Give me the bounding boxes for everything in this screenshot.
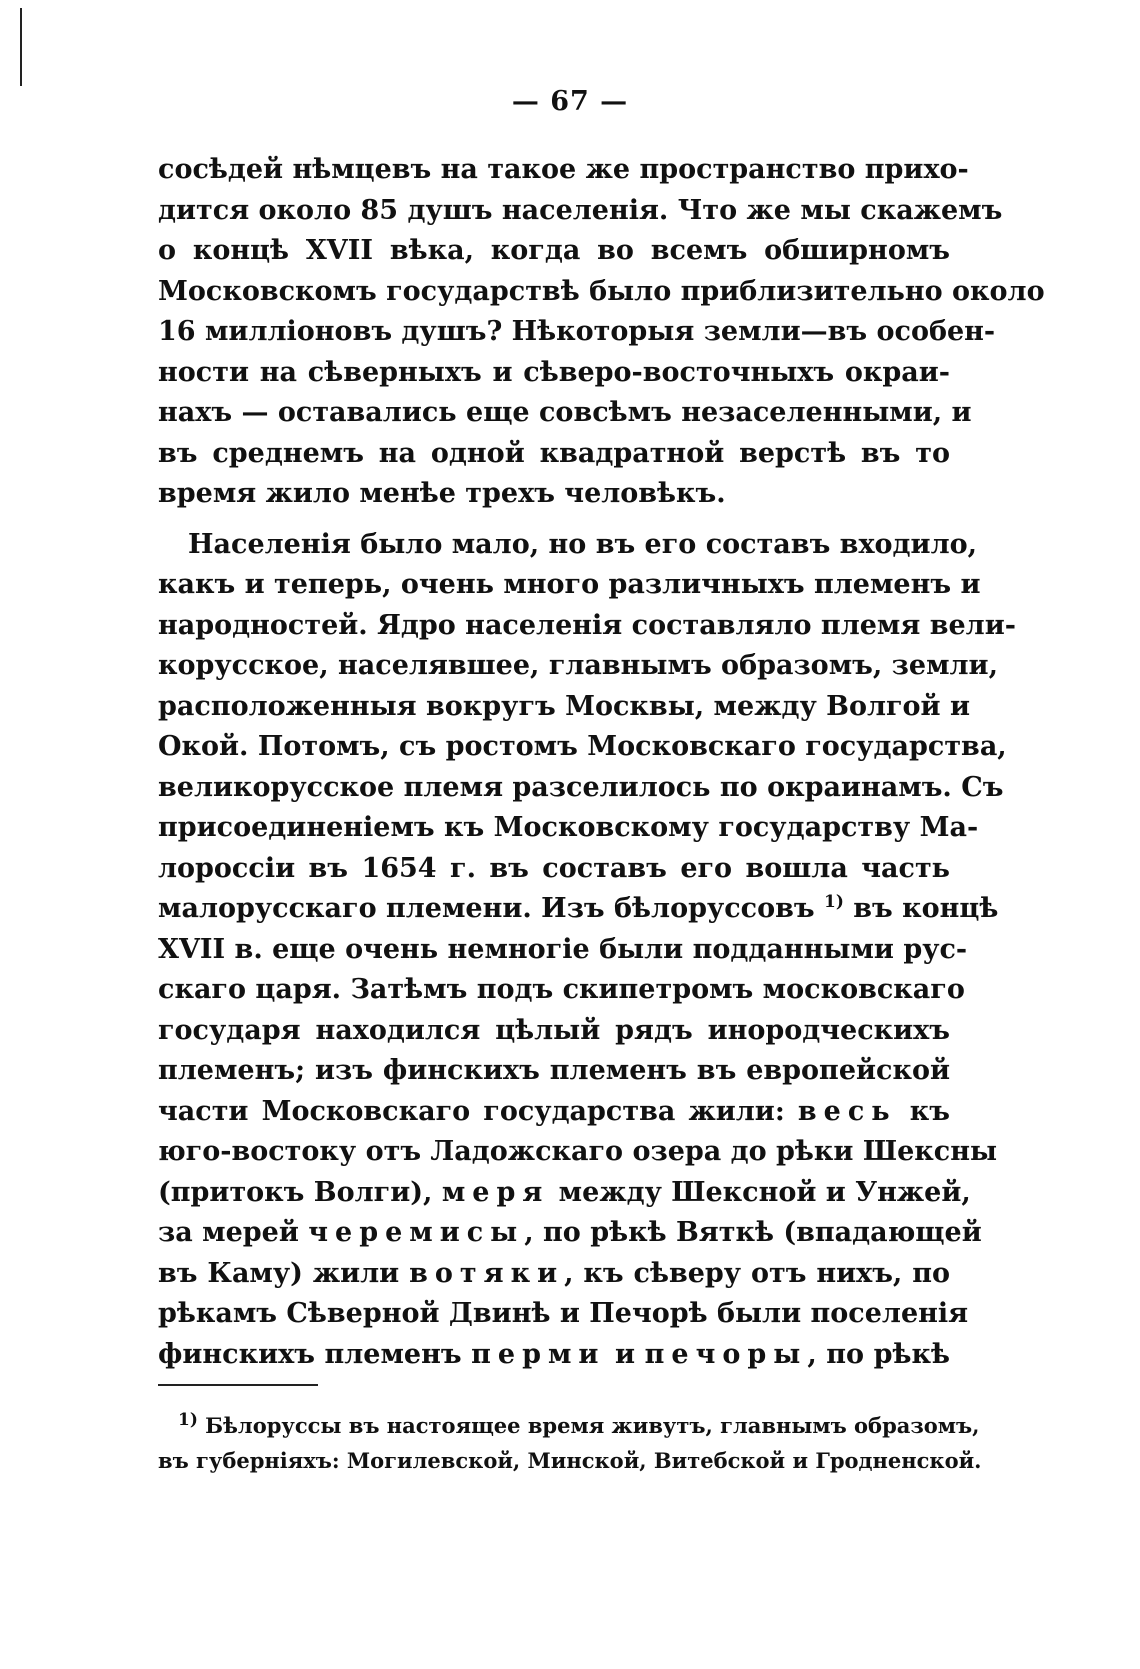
text-line: Московскомъ государствѣ было приблизительно около <box>158 275 1045 307</box>
text-line: юго-востоку отъ Ладожскаго озера до рѣки Шексны <box>158 1136 998 1167</box>
paragraph-gap <box>158 515 950 525</box>
spaced-tribe-name: весь <box>797 1095 897 1127</box>
text-line: корусское, населявшее, главнымъ образомъ, земли, <box>158 650 998 681</box>
page-number: — 67 — <box>511 86 629 117</box>
text-line <box>158 1213 982 1254</box>
text-line: нахъ — оставались еще совсѣмъ незаселенными, и <box>158 397 972 428</box>
text-line: Окой. Потомъ, съ ростомъ Московскаго государства, <box>158 731 1007 762</box>
text-line <box>158 1173 971 1214</box>
footnote-line: въ губерніяхъ: Могилевской, Минской, Витебской и Гродненской. <box>158 1448 982 1473</box>
text-segment: между Шексной и Унжей, <box>549 1176 971 1208</box>
spaced-tribe-name: черемисы <box>308 1217 525 1248</box>
text-segment: и <box>605 1338 645 1370</box>
text-segment: , по рѣкѣ Вяткѣ (впадающей <box>524 1217 982 1248</box>
text-segment: финскихъ племенъ <box>158 1338 472 1370</box>
footnote <box>158 1408 982 1478</box>
text-line: племенъ; изъ финскихъ племенъ въ европейской <box>158 1055 950 1086</box>
text-line <box>158 1092 950 1133</box>
text-segment: части Московскаго государства жили: <box>158 1095 798 1127</box>
footnote-separator <box>158 1384 318 1386</box>
text-line: присоединеніемъ къ Московскому государству Ма- <box>158 812 979 843</box>
text-segment: малорусскаго племени. Изъ бѣлоруссовъ <box>158 893 824 924</box>
footnote-reference[interactable]: 1) <box>824 892 844 912</box>
text-line: въ среднемъ на одной квадратной верстѣ въ то <box>158 437 950 469</box>
spaced-tribe-name: перми <box>471 1338 606 1370</box>
text-line: какъ и теперь, очень много различныхъ племенъ и <box>158 569 981 600</box>
text-segment: въ Каму) жили <box>158 1257 410 1289</box>
text-line: время жило менѣе трехъ человѣкъ. <box>158 478 726 509</box>
text-line: государя находился цѣлый рядъ инородческихъ <box>158 1014 950 1046</box>
text-segment: , по рѣкѣ <box>807 1338 950 1370</box>
text-line: скаго царя. Затѣмъ подъ скипетромъ московскаго <box>158 974 965 1005</box>
spaced-tribe-name: печоры <box>644 1338 808 1370</box>
body-text <box>158 150 1045 1375</box>
text-line: расположенныя вокругъ Москвы, между Волгой и <box>158 690 971 722</box>
text-segment: , къ сѣверу отъ нихъ, по <box>564 1257 951 1289</box>
footnote-line <box>158 1408 980 1443</box>
text-line <box>158 1335 950 1376</box>
text-line: о концѣ XVII вѣка, когда во всемъ обширномъ <box>158 235 950 266</box>
text-line: великорусское племя разселилось по окраинамъ. Съ <box>158 771 1004 803</box>
text-line: дится около 85 душъ населенія. Что же мы скажемъ <box>158 194 1003 226</box>
text-segment: за мерей <box>158 1217 309 1248</box>
text-line <box>158 1254 950 1295</box>
text-line: рѣкамъ Сѣверной Двинѣ и Печорѣ были поселенія <box>158 1298 969 1329</box>
text-line: Населенія было мало, но въ его составъ входило, <box>188 528 978 560</box>
scan-edge-mark <box>20 8 22 86</box>
text-line <box>158 889 999 930</box>
text-segment: въ концѣ <box>843 893 999 924</box>
text-segment: къ <box>896 1095 950 1127</box>
text-segment: Бѣлоруссы въ настоящее время живутъ, главнымъ образомъ, <box>197 1413 980 1438</box>
footnote-marker: 1) <box>178 1410 198 1430</box>
text-line: XVII в. еще очень немногіе были подданными рус- <box>158 933 968 965</box>
text-line: сосѣдей нѣмцевъ на такое же пространство прихо- <box>158 154 969 185</box>
spaced-tribe-name: вотяки <box>409 1257 565 1289</box>
text-line: народностей. Ядро населенія составляло племя вели- <box>158 609 1016 641</box>
text-line: лороссіи въ 1654 г. въ составъ его вошла часть <box>158 852 950 884</box>
text-line: ности на сѣверныхъ и сѣверо-восточныхъ окраи- <box>158 356 950 388</box>
spaced-tribe-name: меря <box>441 1176 550 1208</box>
text-line: 16 милліоновъ душъ? Нѣкоторыя земли—въ особен- <box>158 316 996 347</box>
text-segment: (притокъ Волги), <box>158 1176 442 1208</box>
